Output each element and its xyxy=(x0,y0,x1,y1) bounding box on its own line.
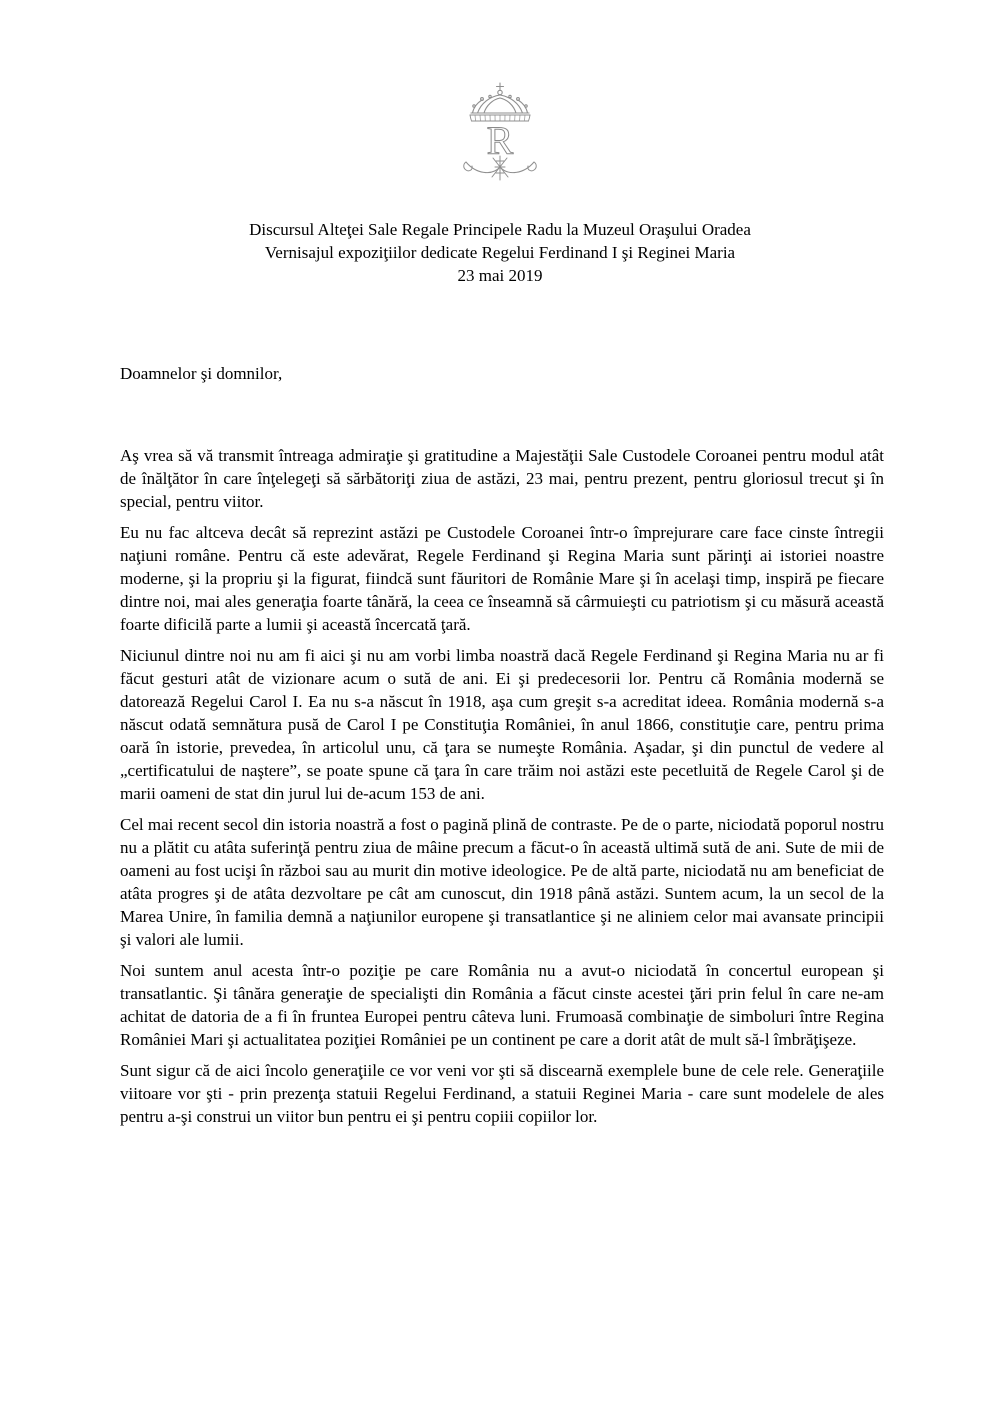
paragraph-2: Eu nu fac altceva decât să reprezint astăzi pe Custodele Coroanei într-o împrejurare care face cinste întregii naţiuni române. Pentru că este adevărat, Regele Ferdinand şi Regina Maria sunt părinţi ai istoriei noastre moderne, şi la propriu şi la figurat, fiindcă sunt făuritori de Românie Mare şi în acelaşi timp, inspiră pe fiecare dintre noi, mai ales generaţia foarte tânără, la ceea ce înseamnă să cârmuieşti cu patriotism şi cu măsură această foarte dificilă parte a lumii şi această încercată ţară. xyxy=(120,523,884,634)
salutation: Doamnelor şi domnilor, xyxy=(120,364,283,383)
paragraph-3: Niciunul dintre noi nu am fi aici şi nu am vorbi limba noastră dacă Regele Ferdinand şi Regina Maria nu ar fi făcut gesturi atât de vizionare acum o sută de ani. Ei şi predecesorii lor. Pentru că România modernă se datorează Regelui Carol I. Ea nu s-a născut în 1918, aşa cum greşit s-a acreditat ideea. România modernă s-a născut odată semnătura pusă de Carol I pe Constituţia României, în anul 1866, constituţie care, pentru prima oară în istorie, prevedea, în articolul unu, că ţara se numeşte România. Aşadar, şi din punctul de vedere al „certificatului de naştere”, se poate spune că ţara în care trăim noi astăzi este pecetluită de Regele Carol şi de marii oameni de stat din jurul lui de-acum 153 de ani. xyxy=(120,646,884,803)
title-line-1: Discursul Alteţei Sale Regale Principele Radu la Muzeul Oraşului Oradea xyxy=(249,220,751,239)
paragraph-4: Cel mai recent secol din istoria noastră a fost o pagină plină de contraste. Pe de o parte, niciodată poporul nostru nu a plătit cu atâta suferinţă pentru ziua de mâine precum a făcut-o în această ultimă sută de ani. Sute de mii de oameni au fost ucişi în război sau au murit din motive ideologice. Pe de altă parte, niciodată nu am beneficiat de atâta progres şi de atâta dezvoltare pe cât am cunoscut, din 1918 până astăzi. Suntem acum, la un secol de la Marea Unire, în familia demnă a naţiunilor europene şi transatlantice şi ne aliniem celor mai avansate principii şi valori ale lumii. xyxy=(120,815,884,949)
royal-monogram-graphic xyxy=(452,82,548,182)
title-date: 23 mai 2019 xyxy=(457,266,543,285)
document-title xyxy=(0,218,1000,287)
monogram-letter: R xyxy=(486,118,514,163)
royal-monogram xyxy=(0,82,1000,182)
paragraph-5: Noi suntem anul acesta într-o poziţie pe care România nu a avut-o niciodată în concertul european şi transatlantic. Şi tânăra generaţie de specialişti din România a făcut cinste acestei ţări prin felul în care ne-am achitat de datoria de a fi în fruntea Europei pentru câteva luni. Frumoasă combinaţie de simboluri între Regina României Mari şi actualitatea poziţiei României pe un continent pe care a dorit atât de mult să-l îmbrăţişeze. xyxy=(120,961,884,1049)
paragraph-6: Sunt sigur că de aici încolo generaţiile ce vor veni vor şti să discearnă exemplele bune de cele rele. Generaţiile viitoare vor şti - prin prezenţa statuii Regelui Ferdinand, a statuii Reginei Maria - care sunt modelele de ales pentru a-şi construi un viitor bun pentru ei şi pentru copiii copiilor lor. xyxy=(120,1061,884,1126)
speech-body xyxy=(120,362,884,1136)
paragraph-1: Aş vrea să vă transmit întreaga admiraţie şi gratitudine a Majestăţii Sale Custodele Coroanei pentru modul atât de înălţător în care înţelegeţi să sărbătoriţi ziua de astăzi, 23 mai, pentru prezent, pentru gloriosul trecut şi în special, pentru viitor. xyxy=(120,446,884,511)
royal-crown-icon xyxy=(470,83,530,121)
title-line-2: Vernisajul expoziţiilor dedicate Regelui Ferdinand I şi Reginei Maria xyxy=(264,243,736,262)
flourish-icon xyxy=(464,156,537,180)
